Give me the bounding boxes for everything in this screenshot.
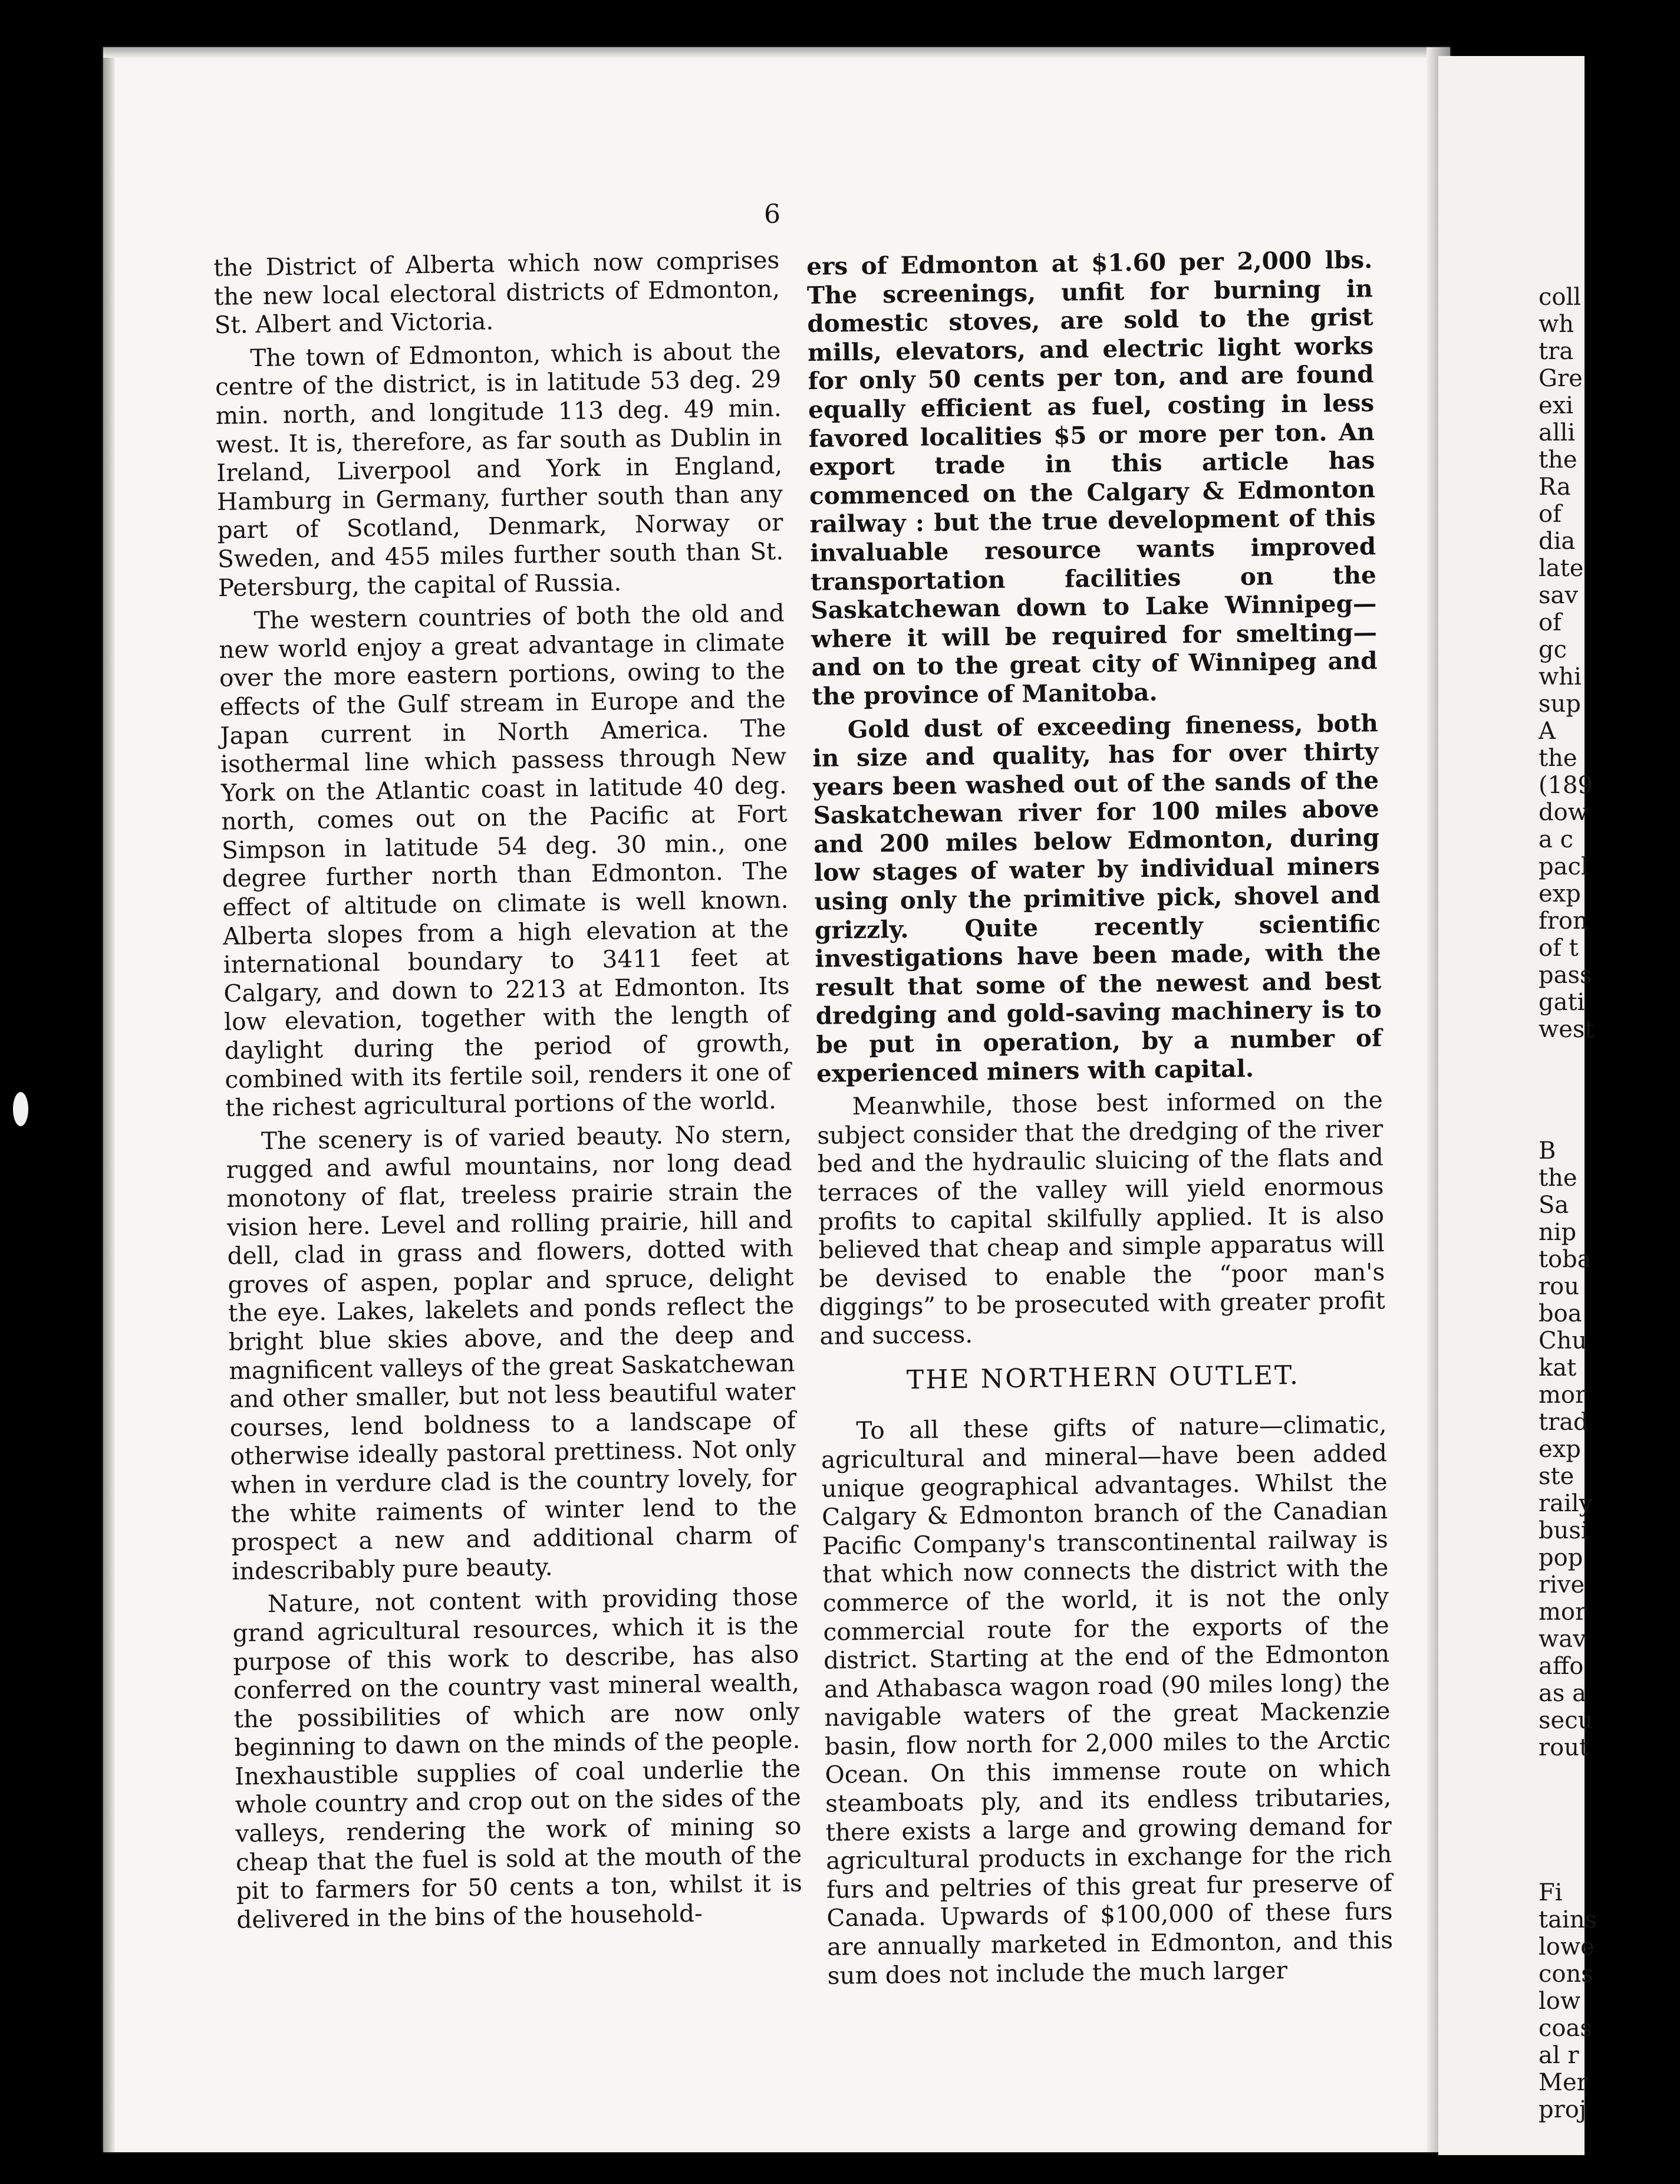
paragraph: To all these gifts of nature—climatic, agricultural and mineral—have been added unique geographical advantages. Whilst the Calgary & Edmonton branch of the Canadian Pacific Company's transcontinental railway is that which now connects the district with the commerce of the world, it is not the only commercial route for the exports of the district. Starting at the end of the Edmonton and Athabasca wagon road (90 miles long) the navigable waters of the great Mackenzie basin, flow north for 2,000 miles to the Arctic Ocean. On this immense route on which steamboats ply, and its endless tributaries, there exists a large and growing demand for agricultural products in exchange for the rich furs and peltries of this great fur preserve of Canada. Upwards of $100,000 of these furs are annually marketed in Edmonton, and this sum does not include the much larger [821,1410,1394,1990]
facing-page-fragment: exp [1539,1436,1581,1463]
facing-page-fragment: secu [1539,1707,1593,1734]
facing-page-fragment: boa [1539,1300,1582,1327]
facing-page-fragment: cons [1539,1961,1593,1988]
facing-page-fragment: rou [1539,1273,1579,1300]
facing-page-fragment: busi [1539,1517,1589,1544]
facing-page-fragment: tra [1539,338,1574,365]
scan-artifact [13,1092,28,1126]
facing-page-fragment: late [1539,555,1584,582]
facing-page-fragment: exp [1539,880,1581,907]
facing-page-fragment: sup [1539,690,1581,718]
facing-page-fragment: coll [1539,284,1582,311]
facing-page-fragment: the [1539,446,1577,473]
paragraph: ers of Edmonton at $1.60 per 2,000 lbs. The screenings, unfit for burning in domestic stoves, are sold to the grist mills, elevators, and electric light works for only 50 cents per ton, and are found equally efficient as fuel, costing in less favored localities $5 or more per ton. An export trade in this article has commenced on the Calgary & Edmonton railway : but the true development of this invaluable resource wants improved transportation facilities on the Saskatchewan down to Lake Winnipeg—where it will be required for smelting—and on to the great city of Winnipeg and the province of Manitoba. [806,245,1378,711]
facing-page-fragment: toba [1539,1246,1592,1273]
facing-page-fragment: exi [1539,392,1574,419]
paragraph: Nature, not content with providing those grand agricultural resources, which it is the purpose of this work to describe, has also conferred on the country vast mineral wealth, the possibilities of which are now only beginning to dawn on the minds of the people. Inexhaustible supplies of coal underlie the whole country and crop out on the sides of the valleys, rendering the work of mining so cheap that the fuel is sold at the mouth of the pit to farmers for 50 cents a ton, whilst it is delivered in the bins of the household- [232,1582,803,1934]
facing-page-fragment: raily [1539,1490,1593,1517]
facing-page-fragment: a c [1539,826,1573,853]
facing-page-fragment: as a [1539,1680,1586,1707]
facing-page-fragment: gc [1539,636,1567,663]
facing-page-fragment: pop [1539,1544,1583,1571]
facing-page-fragment: pass [1539,962,1592,989]
facing-page-fragment: Sa [1539,1192,1569,1219]
facing-page-fragment: the [1539,1165,1577,1192]
facing-page-fragment: (189 [1539,772,1593,799]
facing-page-fragment: Gre [1539,365,1583,392]
facing-page-fragment: affo [1539,1653,1584,1680]
facing-page-fragment: Fi [1539,1879,1563,1906]
paragraph: The western countries of both the old and new world enjoy a great advantage in climate over the more eastern portions, owing to the effects of the Gulf stream in Europe and the Japan current in North America. The isothermal line which passess through New York on the Atlantic coast in latitude 40 deg. north, comes out on the Pacific at Fort Simpson in latitude 54 deg. 30 min., one degree further north than Edmonton. The effect of altitude on climate is well known. Alberta slopes from a high elevation at the international boundary to 3411 feet at Calgary, and down to 2213 at Edmonton. Its low elevation, together with the length of daylight during the period of growth, combined with its fertile soil, renders it one of the richest agricultural portions of the world. [219,598,791,1123]
paragraph: Meanwhile, those best informed on the subject consider that the dredging of the river bed and the hydraulic sluicing of the flats and terraces of the valley will yield enormous profits to capital skilfully applied. It is also believed that cheap and simple apparatus will be devised to enable the “poor man's diggings” to be prosecuted with greater profit and success. [817,1086,1386,1350]
facing-page-fragment: rout [1539,1734,1589,1761]
page-number: 6 [764,199,780,229]
facing-page-fragment: dow [1539,799,1588,826]
facing-page-fragment: lowe [1539,1933,1595,1961]
facing-page-fragment: ste [1539,1463,1574,1490]
paragraph: Gold dust of exceeding fineness, both in size and quality, has for over thirty years been washed out of the sands of the Saskatchewan river for 100 miles above and 200 miles below Edmonton, during low stages of water by individual miners using only the primitive pick, shovel and grizzly. Quite recently scientific investigations have been made, with the result that some of the newest and best dredging and gold-saving machinery is to be put in operation, by a number of experienced miners with capital. [812,708,1382,1088]
paragraph: The scenery is of varied beauty. No stern, rugged and awful mountains, nor long dead monotony of flat, treeless prairie strain the vision here. Level and rolling prairie, hill and dell, clad in grass and flowers, dotted with groves of aspen, poplar and spruce, delight the eye. Lakes, lakelets and ponds reflect the bright blue skies above, and the deep and magnificent valleys of the great Saskatchewan and other smaller, but not less beautiful water courses, lend boldness to a landscape of otherwise ideally pastoral prettiness. Not only when in verdure clad is the country lovely, for the white raiments of winter lend to the prospect a new and additional charm of indescribably pure beauty. [226,1119,798,1586]
facing-page-edge [1438,56,1597,2155]
facing-page-fragment: fron [1539,907,1588,935]
facing-page-fragment: whi [1539,663,1582,690]
page-left-edge [103,47,115,2152]
facing-page-fragment: low [1539,1988,1581,2015]
paragraph: The town of Edmonton, which is about the centre of the district, is in latitude 53 deg. 29 min. north, and longitude 113 deg. 49 min. west. It is, therefore, as far south as Dublin in Ireland, Liverpool and York in England, Hamburg in Germany, further south than any part of Scotland, Denmark, Norway or Sweden, and 455 miles further south than St. Petersburg, the capital of Russia. [215,336,784,602]
facing-page-fragment: tains [1539,1906,1597,1933]
facing-page-fragment: alli [1539,419,1576,446]
facing-page-fragment: the [1539,745,1577,772]
facing-page-fragment: Mer [1539,2069,1588,2096]
facing-page-fragment: dia [1539,528,1576,555]
facing-page-fragment: trad [1539,1409,1589,1436]
facing-page-fragment: kat [1539,1354,1577,1382]
facing-page-fragment: mor [1539,1598,1587,1626]
facing-page-fragment: mor [1539,1382,1587,1409]
facing-page-fragment: Chu [1539,1327,1587,1354]
facing-page-fragment: nip [1539,1219,1577,1246]
facing-page-fragment: west [1539,1016,1595,1043]
facing-page-fragment: proj [1539,2096,1587,2123]
facing-page-fragment: of t [1539,935,1579,962]
facing-page-fragment: A [1539,718,1556,745]
facing-page-fragment: al r [1539,2042,1579,2069]
facing-page-fragment: sav [1539,582,1578,609]
facing-page-fragment: coas [1539,2015,1592,2042]
facing-page-fragment: wav [1539,1626,1586,1653]
facing-page-fragment: pacl [1539,853,1589,880]
section-heading: THE NORTHERN OUTLET. [906,1360,1300,1395]
right-column [806,245,1394,1995]
left-column [213,246,803,1939]
facing-page-fragment: B [1539,1137,1556,1165]
facing-page-fragment: gati [1539,989,1585,1016]
facing-page-fragment: Ra [1539,473,1571,501]
facing-page-fragment: of [1539,609,1562,636]
facing-page-fragment: of [1539,501,1562,528]
facing-page-fragment: wh [1539,311,1574,338]
paragraph: the District of Alberta which now comprises the new local electoral districts of Edmonton, St. Albert and Victoria. [213,245,780,340]
facing-page-fragment: rive [1539,1571,1585,1598]
page-top-edge [103,47,1450,58]
